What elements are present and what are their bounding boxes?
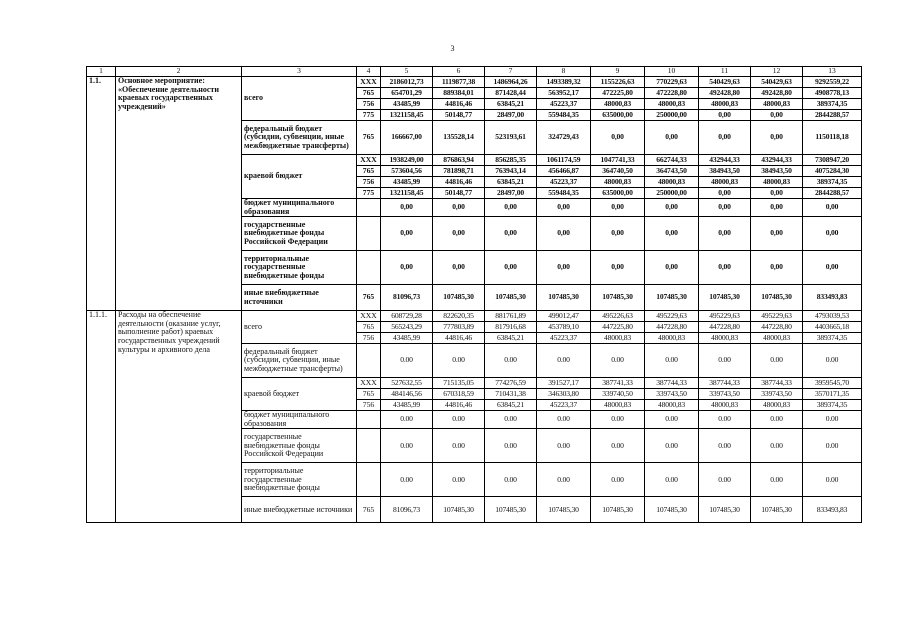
code-cell: XXX	[357, 155, 381, 166]
value-cell: 0.00	[699, 429, 751, 463]
value-cell: 0.00	[433, 411, 485, 429]
value-cell: 0.00	[381, 344, 433, 378]
value-cell: 871428,44	[485, 88, 537, 99]
value-cell: 0.00	[537, 429, 591, 463]
value-cell: 391527,17	[537, 378, 591, 389]
value-cell: 1938249,00	[381, 155, 433, 166]
value-cell: 48000,83	[645, 400, 699, 411]
value-cell: 43485,99	[381, 400, 433, 411]
value-cell: 107485,30	[591, 497, 645, 523]
value-cell: 876863,94	[433, 155, 485, 166]
value-cell: 0,00	[645, 199, 699, 217]
value-cell: 107485,30	[699, 285, 751, 311]
value-cell: 856285,35	[485, 155, 537, 166]
value-cell: 715135,05	[433, 378, 485, 389]
value-cell: 1061174,59	[537, 155, 591, 166]
value-cell: 0,00	[751, 199, 803, 217]
value-cell: 48000,83	[751, 177, 803, 188]
value-cell: 635000,00	[591, 110, 645, 121]
value-cell: 0.00	[591, 463, 645, 497]
section-number: 1.1.	[87, 77, 116, 311]
value-cell: 387744,33	[751, 378, 803, 389]
value-cell: 0.00	[381, 429, 433, 463]
funding-source-label: краевой бюджет	[242, 155, 357, 199]
value-cell: 0.00	[645, 411, 699, 429]
value-cell: 45223,37	[537, 177, 591, 188]
value-cell: 48000,83	[699, 177, 751, 188]
value-cell: 0.00	[485, 411, 537, 429]
value-cell: 339743,50	[645, 389, 699, 400]
value-cell: 339743,50	[751, 389, 803, 400]
column-header: 4	[357, 67, 381, 77]
value-cell: 63845,21	[485, 400, 537, 411]
value-cell: 48000,83	[645, 177, 699, 188]
value-cell: 0,00	[645, 217, 699, 251]
value-cell: 63845,21	[485, 99, 537, 110]
value-cell: 0.00	[751, 463, 803, 497]
value-cell: 432944,33	[751, 155, 803, 166]
section-name: Расходы на обеспечение деятельности (оказание услуг, выполнение работ) краевых государственных учреждений культуры и архивного дела	[116, 311, 242, 523]
value-cell: 0,00	[803, 251, 862, 285]
value-cell: 472225,80	[591, 88, 645, 99]
value-cell: 662744,33	[645, 155, 699, 166]
value-cell: 0.00	[433, 344, 485, 378]
code-cell: 756	[357, 177, 381, 188]
value-cell: 0.00	[381, 411, 433, 429]
code-cell: XXX	[357, 77, 381, 88]
value-cell: 28497,00	[485, 188, 537, 199]
code-cell	[357, 463, 381, 497]
value-cell: 499012,47	[537, 311, 591, 322]
value-cell: 0,00	[699, 188, 751, 199]
funding-source-label: бюджет муниципального образования	[242, 411, 357, 429]
value-cell: 387744,33	[645, 378, 699, 389]
column-header: 9	[591, 67, 645, 77]
code-cell: 756	[357, 333, 381, 344]
value-cell: 4793039,53	[803, 311, 862, 322]
value-cell: 0,00	[699, 121, 751, 155]
code-cell: 775	[357, 188, 381, 199]
value-cell: 0,00	[433, 251, 485, 285]
value-cell: 635000,00	[591, 188, 645, 199]
value-cell: 0,00	[485, 199, 537, 217]
budget-table	[86, 66, 862, 523]
funding-source-label: территориальные государственные внебюджетные фонды	[242, 251, 357, 285]
value-cell: 48000,83	[699, 333, 751, 344]
value-cell: 0,00	[699, 251, 751, 285]
value-cell: 492428,80	[699, 88, 751, 99]
value-cell: 0,00	[381, 199, 433, 217]
value-cell: 670318,59	[433, 389, 485, 400]
value-cell: 492428,80	[751, 88, 803, 99]
value-cell: 0,00	[751, 251, 803, 285]
value-cell: 43485,99	[381, 333, 433, 344]
value-cell: 495229,63	[699, 311, 751, 322]
value-cell: 0,00	[433, 217, 485, 251]
funding-source-label: краевой бюджет	[242, 378, 357, 411]
code-cell: 765	[357, 322, 381, 333]
value-cell: 0,00	[537, 217, 591, 251]
value-cell: 48000,83	[591, 400, 645, 411]
value-cell: 0,00	[645, 121, 699, 155]
value-cell: 50148,77	[433, 188, 485, 199]
funding-source-label: федеральный бюджет (субсидии, субвенции, иные межбюджетные трансферты)	[242, 121, 357, 155]
value-cell: 1150118,18	[803, 121, 862, 155]
value-cell: 389374,35	[803, 177, 862, 188]
code-cell: 756	[357, 99, 381, 110]
value-cell: 107485,30	[751, 285, 803, 311]
value-cell: 781898,71	[433, 166, 485, 177]
value-cell: 1119877,38	[433, 77, 485, 88]
value-cell: 107485,30	[751, 497, 803, 523]
value-cell: 0.00	[645, 429, 699, 463]
value-cell: 48000,83	[699, 400, 751, 411]
value-cell: 484146,56	[381, 389, 433, 400]
code-cell	[357, 429, 381, 463]
funding-source-label: иные внебюджетные источники	[242, 497, 357, 523]
section-1	[87, 311, 862, 523]
code-cell	[357, 251, 381, 285]
value-cell: 364743,50	[645, 166, 699, 177]
value-cell: 456466,87	[537, 166, 591, 177]
funding-source-label: всего	[242, 77, 357, 121]
value-cell: 0,00	[485, 251, 537, 285]
code-cell: 756	[357, 400, 381, 411]
value-cell: 48000,83	[751, 400, 803, 411]
section-name: Основное мероприятие: «Обеспечение деятельности краевых государственных учреждений»	[116, 77, 242, 311]
value-cell: 0.00	[485, 463, 537, 497]
funding-source-label: государственные внебюджетные фонды Российской Федерации	[242, 429, 357, 463]
value-cell: 447228,80	[699, 322, 751, 333]
value-cell: 250000,00	[645, 110, 699, 121]
value-cell: 107485,30	[699, 497, 751, 523]
value-cell: 107485,30	[485, 285, 537, 311]
value-cell: 770229,63	[645, 77, 699, 88]
code-cell: XXX	[357, 311, 381, 322]
value-cell: 0,00	[751, 121, 803, 155]
value-cell: 833493,83	[803, 285, 862, 311]
value-cell: 1321158,45	[381, 188, 433, 199]
value-cell: 0.00	[803, 344, 862, 378]
value-cell: 710431,38	[485, 389, 537, 400]
code-cell: 765	[357, 497, 381, 523]
value-cell: 324729,43	[537, 121, 591, 155]
value-cell: 346303,80	[537, 389, 591, 400]
value-cell: 523193,61	[485, 121, 537, 155]
value-cell: 654701,29	[381, 88, 433, 99]
value-cell: 4403665,18	[803, 322, 862, 333]
value-cell: 0,00	[751, 217, 803, 251]
value-cell: 107485,30	[591, 285, 645, 311]
value-cell: 495226,63	[591, 311, 645, 322]
value-cell: 0,00	[751, 110, 803, 121]
value-cell: 0.00	[751, 344, 803, 378]
value-cell: 0,00	[537, 251, 591, 285]
value-cell: 2186012,73	[381, 77, 433, 88]
value-cell: 0,00	[591, 121, 645, 155]
funding-source-label: бюджет муниципального образования	[242, 199, 357, 217]
value-cell: 0,00	[591, 251, 645, 285]
value-cell: 447228,80	[751, 322, 803, 333]
value-cell: 48000,83	[751, 333, 803, 344]
value-cell: 0,00	[645, 251, 699, 285]
value-cell: 135528,14	[433, 121, 485, 155]
value-cell: 43485,99	[381, 99, 433, 110]
code-cell	[357, 344, 381, 378]
value-cell: 107485,30	[537, 285, 591, 311]
value-cell: 9292559,22	[803, 77, 862, 88]
value-cell: 81096,73	[381, 285, 433, 311]
value-cell: 0,00	[381, 217, 433, 251]
value-cell: 573604,56	[381, 166, 433, 177]
value-cell: 0.00	[645, 344, 699, 378]
value-cell: 107485,30	[433, 285, 485, 311]
code-cell: 765	[357, 88, 381, 99]
value-cell: 48000,83	[591, 99, 645, 110]
value-cell: 559484,35	[537, 188, 591, 199]
value-cell: 166667,00	[381, 121, 433, 155]
funding-source-label: государственные внебюджетные фонды Российской Федерации	[242, 217, 357, 251]
value-cell: 389374,35	[803, 333, 862, 344]
value-cell: 0,00	[433, 199, 485, 217]
value-cell: 774276,59	[485, 378, 537, 389]
value-cell: 48000,83	[591, 177, 645, 188]
value-cell: 43485,99	[381, 177, 433, 188]
code-cell	[357, 217, 381, 251]
value-cell: 4908778,13	[803, 88, 862, 99]
value-cell: 565243,29	[381, 322, 433, 333]
value-cell: 453789,10	[537, 322, 591, 333]
value-cell: 0,00	[751, 188, 803, 199]
value-cell: 1493389,32	[537, 77, 591, 88]
value-cell: 3959545,70	[803, 378, 862, 389]
value-cell: 447225,80	[591, 322, 645, 333]
value-cell: 63845,21	[485, 177, 537, 188]
value-cell: 0.00	[433, 429, 485, 463]
table-row	[87, 77, 862, 88]
value-cell: 540429,63	[699, 77, 751, 88]
value-cell: 107485,30	[433, 497, 485, 523]
value-cell: 0.00	[751, 411, 803, 429]
page-number: 3	[450, 44, 455, 53]
value-cell: 559484,35	[537, 110, 591, 121]
value-cell: 0.00	[591, 411, 645, 429]
value-cell: 472228,80	[645, 88, 699, 99]
value-cell: 889384,01	[433, 88, 485, 99]
funding-source-label: федеральный бюджет (субсидии, субвенции, иные межбюджетные трансферты)	[242, 344, 357, 378]
value-cell: 1321158,45	[381, 110, 433, 121]
value-cell: 822620,35	[433, 311, 485, 322]
value-cell: 0.00	[537, 344, 591, 378]
value-cell: 447228,80	[645, 322, 699, 333]
value-cell: 107485,30	[537, 497, 591, 523]
value-cell: 45223,37	[537, 400, 591, 411]
value-cell: 1047741,33	[591, 155, 645, 166]
value-cell: 0.00	[537, 411, 591, 429]
value-cell: 107485,30	[485, 497, 537, 523]
column-header: 2	[116, 67, 242, 77]
code-cell: XXX	[357, 378, 381, 389]
value-cell: 48000,83	[751, 99, 803, 110]
value-cell: 0.00	[591, 429, 645, 463]
value-cell: 389374,35	[803, 400, 862, 411]
value-cell: 817916,68	[485, 322, 537, 333]
value-cell: 48000,83	[645, 99, 699, 110]
value-cell: 1155226,63	[591, 77, 645, 88]
value-cell: 0.00	[433, 463, 485, 497]
value-cell: 0.00	[803, 429, 862, 463]
column-number-row	[87, 67, 862, 77]
value-cell: 0,00	[485, 217, 537, 251]
column-header: 6	[433, 67, 485, 77]
code-cell: 765	[357, 121, 381, 155]
column-header: 13	[803, 67, 862, 77]
code-cell: 765	[357, 166, 381, 177]
value-cell: 0.00	[645, 463, 699, 497]
value-cell: 63845,21	[485, 333, 537, 344]
value-cell: 495229,63	[751, 311, 803, 322]
value-cell: 0,00	[381, 251, 433, 285]
value-cell: 540429,63	[751, 77, 803, 88]
value-cell: 527632,55	[381, 378, 433, 389]
table-row	[87, 311, 862, 322]
value-cell: 81096,73	[381, 497, 433, 523]
value-cell: 0.00	[699, 463, 751, 497]
value-cell: 563952,17	[537, 88, 591, 99]
value-cell: 387741,33	[591, 378, 645, 389]
code-cell	[357, 411, 381, 429]
column-header: 1	[87, 67, 116, 77]
value-cell: 44816,46	[433, 177, 485, 188]
value-cell: 495229,63	[645, 311, 699, 322]
value-cell: 44816,46	[433, 99, 485, 110]
column-header: 12	[751, 67, 803, 77]
value-cell: 0.00	[803, 411, 862, 429]
value-cell: 384943,50	[699, 166, 751, 177]
value-cell: 777803,89	[433, 322, 485, 333]
value-cell: 881761,89	[485, 311, 537, 322]
column-header: 8	[537, 67, 591, 77]
value-cell: 0,00	[803, 199, 862, 217]
value-cell: 0.00	[485, 344, 537, 378]
value-cell: 250000,00	[645, 188, 699, 199]
value-cell: 45223,37	[537, 333, 591, 344]
value-cell: 3570171,35	[803, 389, 862, 400]
value-cell: 339740,50	[591, 389, 645, 400]
value-cell: 0.00	[699, 411, 751, 429]
value-cell: 0.00	[699, 344, 751, 378]
value-cell: 763943,14	[485, 166, 537, 177]
value-cell: 0,00	[537, 199, 591, 217]
value-cell: 48000,83	[591, 333, 645, 344]
value-cell: 0.00	[381, 463, 433, 497]
value-cell: 2844288,57	[803, 110, 862, 121]
funding-source-label: иные внебюджетные источники	[242, 285, 357, 311]
value-cell: 0.00	[537, 463, 591, 497]
value-cell: 0,00	[699, 199, 751, 217]
value-cell: 1486964,26	[485, 77, 537, 88]
column-header: 11	[699, 67, 751, 77]
value-cell: 7308947,20	[803, 155, 862, 166]
value-cell: 608729,28	[381, 311, 433, 322]
value-cell: 389374,35	[803, 99, 862, 110]
value-cell: 2844288,57	[803, 188, 862, 199]
value-cell: 0.00	[803, 463, 862, 497]
value-cell: 0,00	[591, 199, 645, 217]
column-header: 10	[645, 67, 699, 77]
value-cell: 0,00	[699, 217, 751, 251]
value-cell: 387744,33	[699, 378, 751, 389]
column-header: 5	[381, 67, 433, 77]
section-0	[87, 77, 862, 311]
value-cell: 48000,83	[645, 333, 699, 344]
funding-source-label: территориальные государственные внебюджетные фонды	[242, 463, 357, 497]
value-cell: 0,00	[803, 217, 862, 251]
code-cell: 775	[357, 110, 381, 121]
funding-source-label: всего	[242, 311, 357, 344]
value-cell: 432944,33	[699, 155, 751, 166]
value-cell: 28497,00	[485, 110, 537, 121]
column-header: 7	[485, 67, 537, 77]
value-cell: 44816,46	[433, 333, 485, 344]
value-cell: 339743,50	[699, 389, 751, 400]
value-cell: 0,00	[699, 110, 751, 121]
value-cell: 833493,83	[803, 497, 862, 523]
value-cell: 0,00	[591, 217, 645, 251]
value-cell: 107485,30	[645, 285, 699, 311]
value-cell: 0.00	[751, 429, 803, 463]
code-cell: 765	[357, 285, 381, 311]
code-cell: 765	[357, 389, 381, 400]
value-cell: 0.00	[485, 429, 537, 463]
column-header: 3	[242, 67, 357, 77]
value-cell: 4075284,30	[803, 166, 862, 177]
value-cell: 45223,37	[537, 99, 591, 110]
section-number: 1.1.1.	[87, 311, 116, 523]
value-cell: 44816,46	[433, 400, 485, 411]
value-cell: 384943,50	[751, 166, 803, 177]
value-cell: 50148,77	[433, 110, 485, 121]
value-cell: 0.00	[591, 344, 645, 378]
code-cell	[357, 199, 381, 217]
value-cell: 364740,50	[591, 166, 645, 177]
value-cell: 107485,30	[645, 497, 699, 523]
value-cell: 48000,83	[699, 99, 751, 110]
